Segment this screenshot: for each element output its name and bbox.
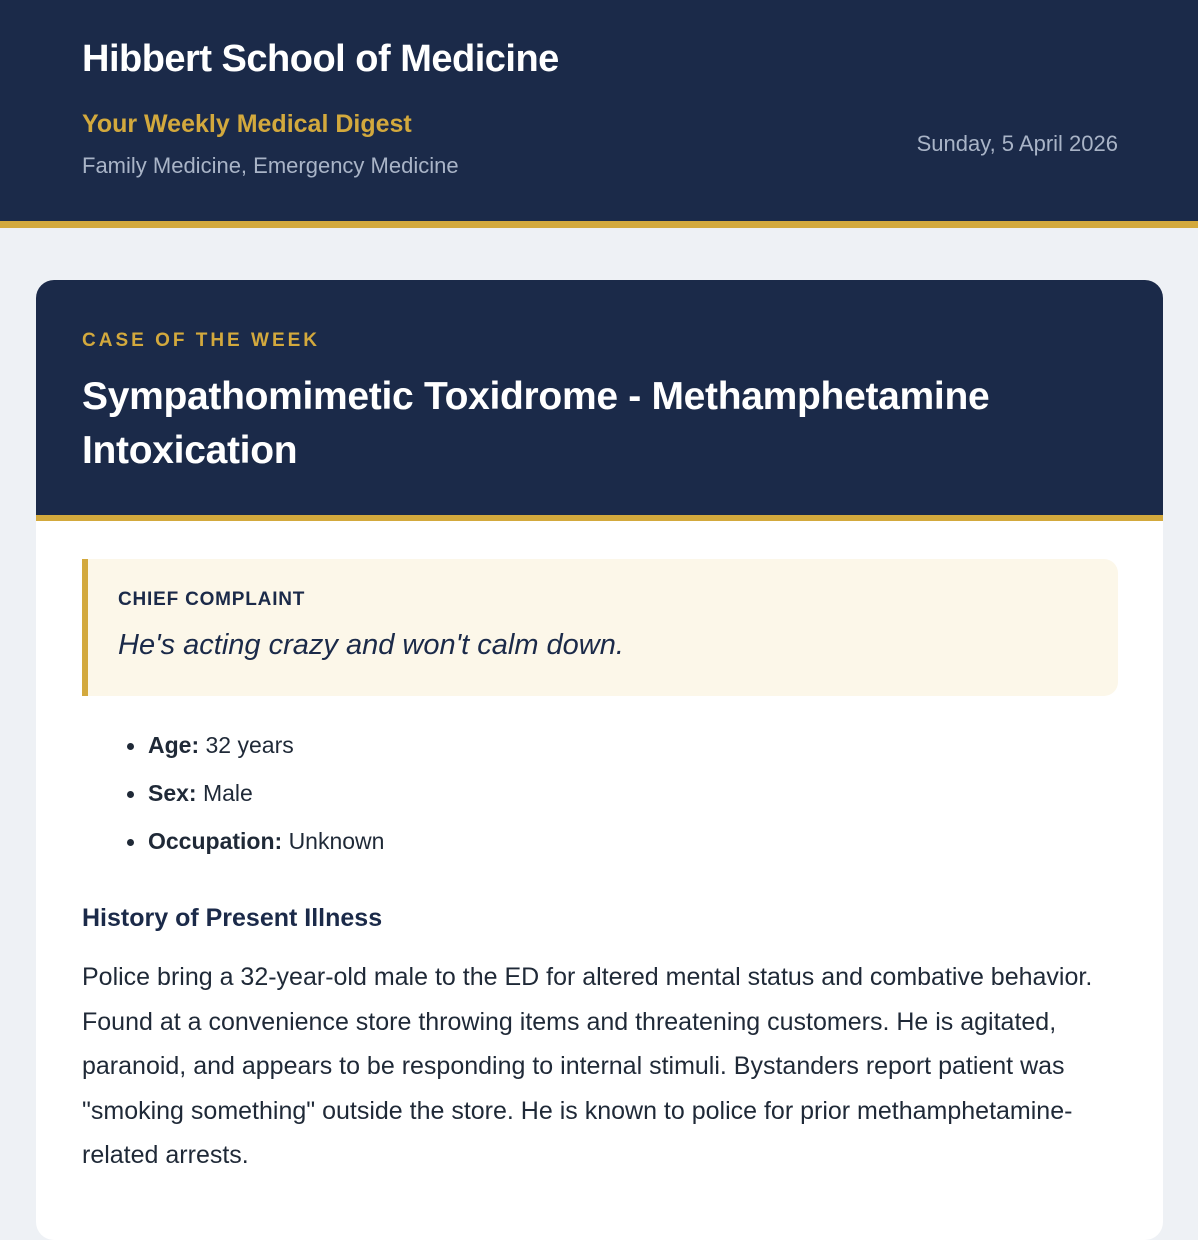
specialties-line: Family Medicine, Emergency Medicine [82,153,459,178]
age-value: 32 years [205,732,294,758]
case-kicker: CASE OF THE WEEK [82,330,321,351]
case-card [36,280,1163,1240]
chief-complaint-quote: He's acting crazy and won't calm down. [118,629,624,661]
list-item-age [36,724,1163,772]
newsletter-subtitle: Your Weekly Medical Digest [82,110,412,138]
sex-label: Sex: [148,780,197,806]
hpi-heading: History of Present Illness [82,904,383,932]
age-label: Age: [148,732,200,758]
occupation-value: Unknown [288,828,385,854]
issue-date: Sunday, 5 April 2026 [916,131,1118,156]
chief-complaint-callout [82,559,1118,696]
hpi-paragraph: Police bring a 32-year-old male to the ED for altered mental status and combative behavior. Found at a convenience store throwing items and threatening customers. He is agitated, paranoid, and appears to be responding to internal stimuli. Bystanders report patient was "smoking something" outside the store. He is known to police for prior methamphetamine-related arrests. [82,963,1093,1169]
sex-value: Male [202,780,253,806]
case-title: Sympathomimetic Toxidrome - Methamphetamine Intoxication [82,375,990,472]
occupation-label: Occupation: [148,828,283,854]
case-header [36,280,1163,521]
demographics-list [36,724,1163,868]
list-item-sex [36,772,1163,820]
newsletter-masthead [0,0,1198,228]
list-item-occupation [36,820,1163,868]
chief-complaint-label: CHIEF COMPLAINT [118,589,306,610]
school-name: Hibbert School of Medicine [82,38,559,80]
